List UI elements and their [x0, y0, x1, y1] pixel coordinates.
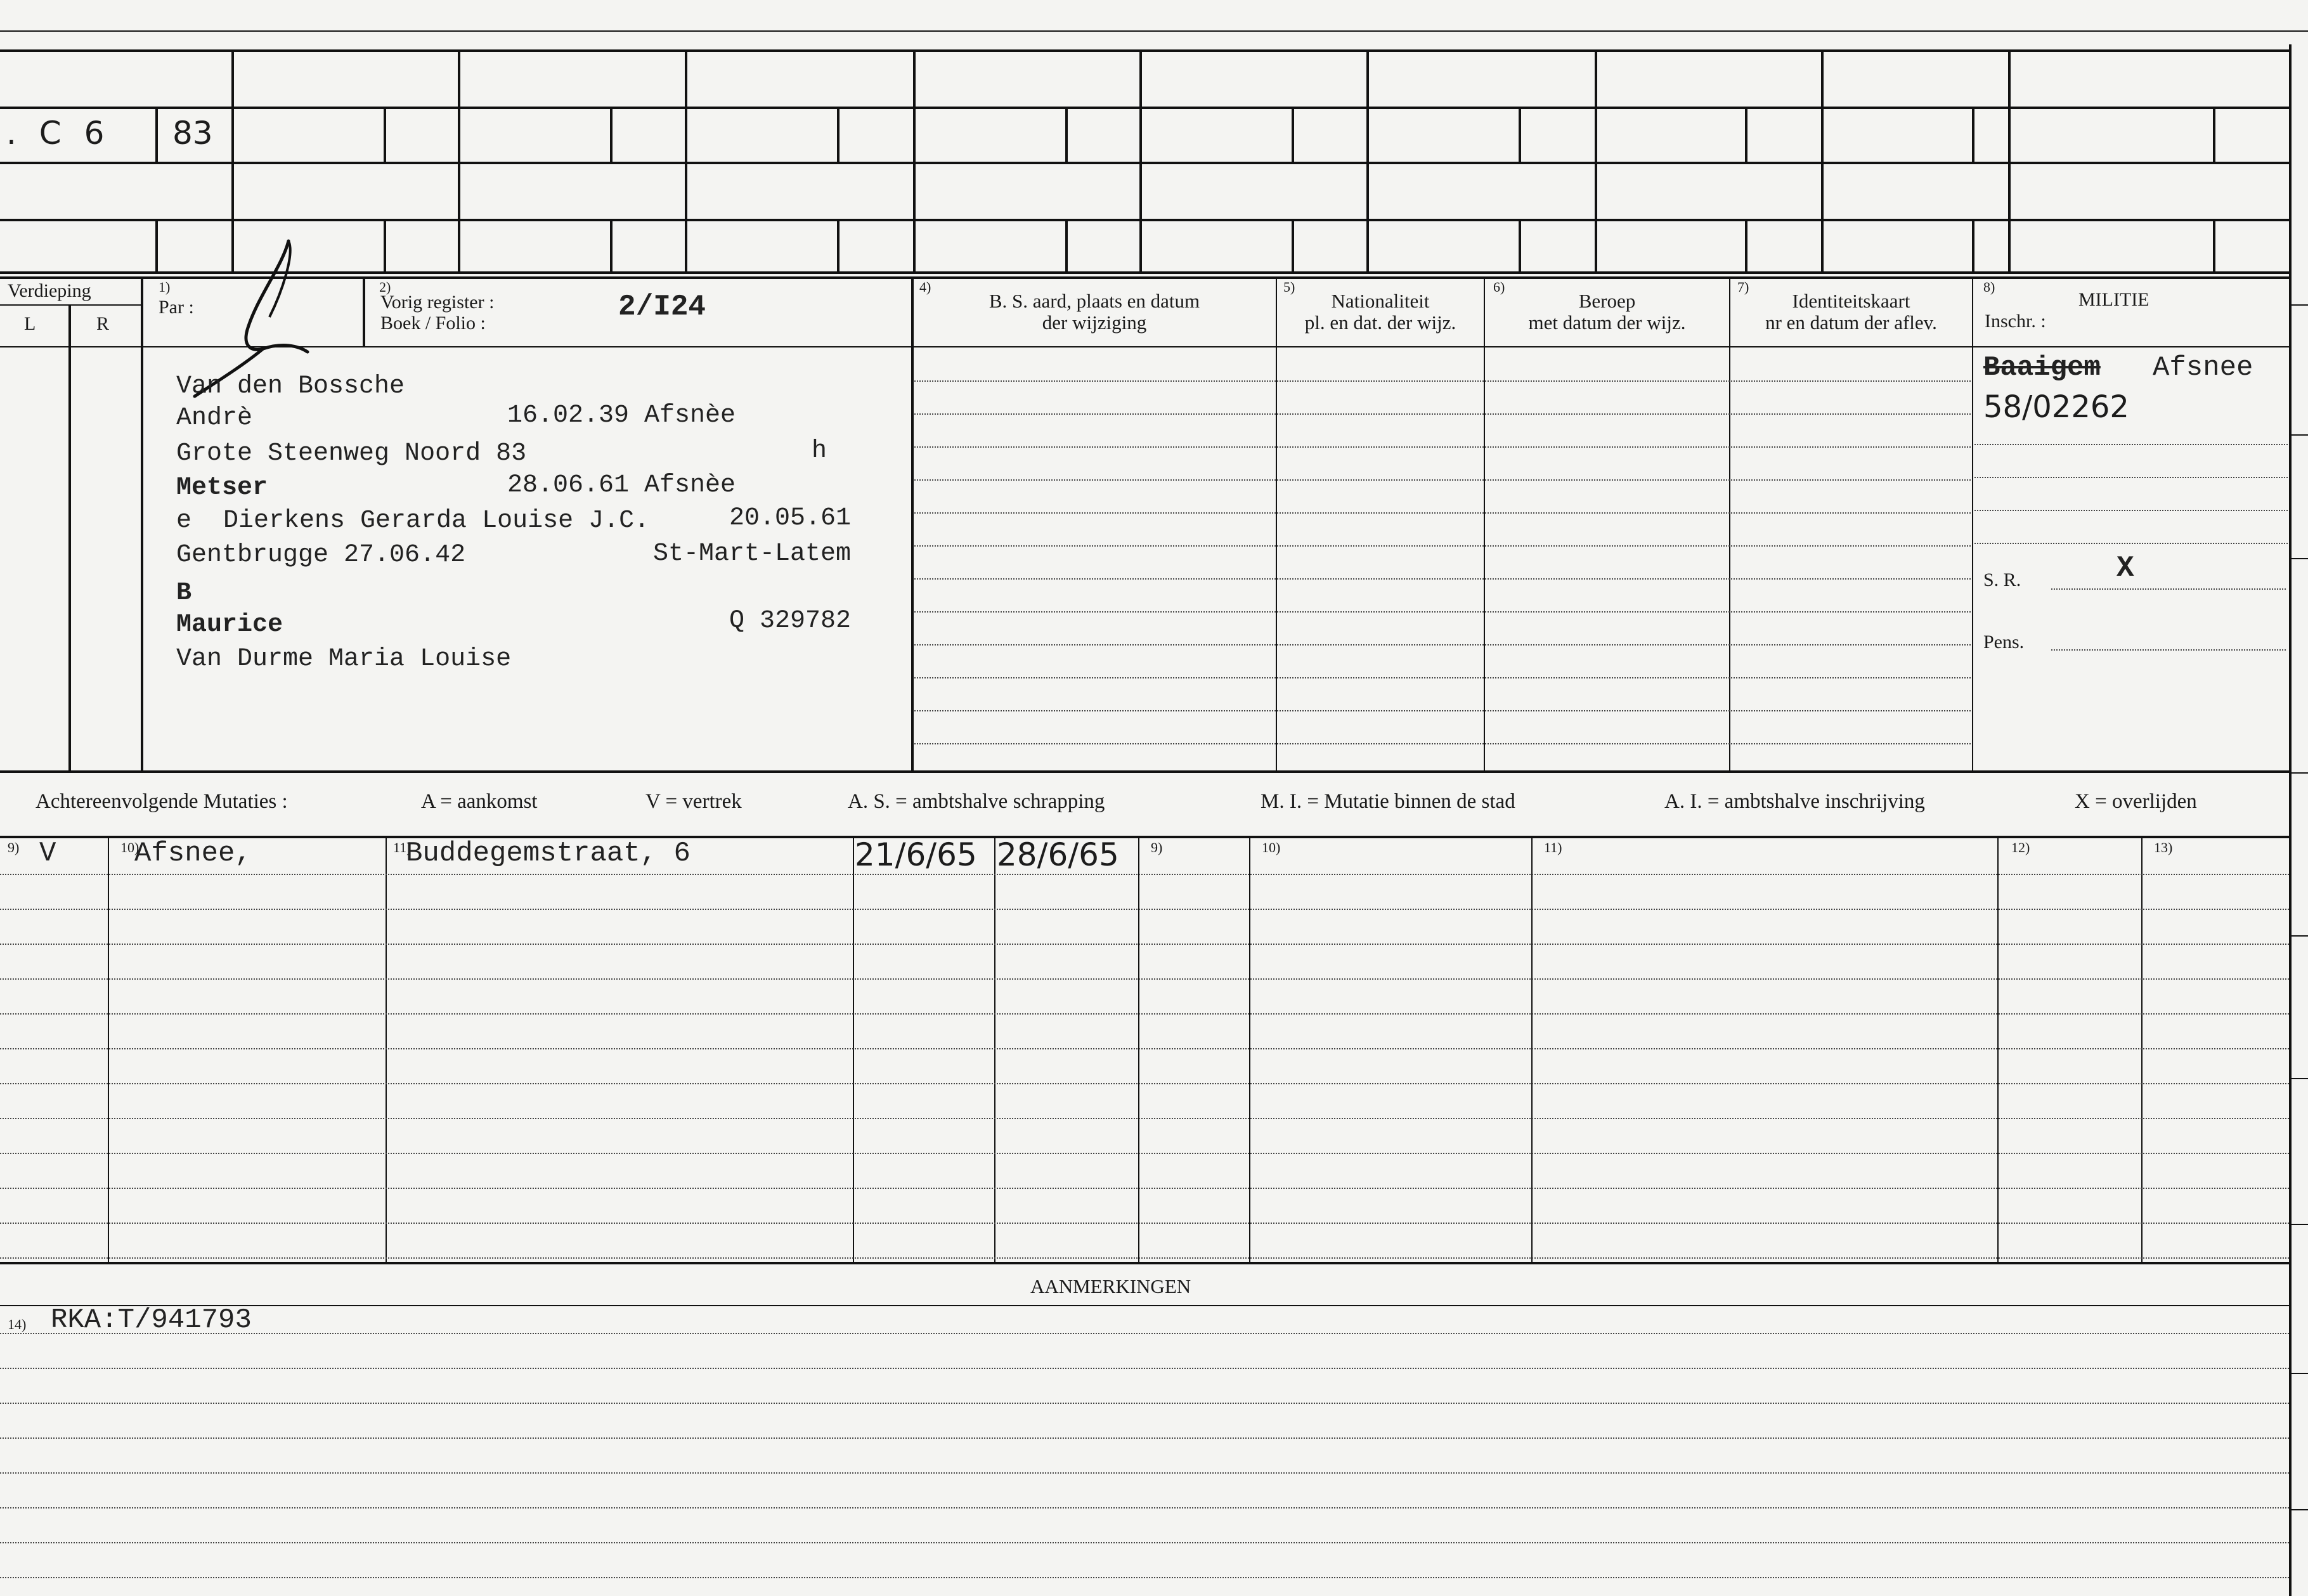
grid-col-8 [1821, 49, 1824, 271]
person-surname: Van den Bossche [176, 372, 405, 401]
dotted-rule [914, 446, 1971, 448]
grid-tick [1065, 219, 1068, 271]
mut-num-1: 9) [8, 840, 20, 855]
beroep-header-2: met datum der wijz. [1528, 311, 1686, 334]
grid-tick [1292, 107, 1294, 162]
dotted-rule [914, 545, 1971, 547]
spouse-place: St-Mart-Latem [653, 540, 852, 568]
id-num: 7) [1737, 279, 1749, 295]
bs-num: 4) [919, 279, 931, 295]
grid-tick [1519, 219, 1521, 271]
dotted-rule [0, 1507, 2289, 1508]
beroep-header-1: Beroep [1578, 290, 1636, 312]
grid-top-line [0, 49, 2290, 52]
person-firstname: Andrè [176, 404, 253, 432]
grid-tick [610, 219, 613, 271]
militie-number: 58/02262 [1983, 389, 2129, 425]
grid-tick [1745, 107, 1747, 162]
col-verdieping-r [141, 276, 143, 770]
margin-tick [2290, 772, 2308, 774]
pens-dots [2051, 649, 2286, 651]
grid-tick [2213, 219, 2215, 271]
col-par [363, 276, 365, 346]
person-id-number: Q 329782 [729, 607, 852, 635]
spouse-birth: Gentbrugge 27.06.42 [176, 541, 466, 569]
militie-label: MILITIE [2078, 289, 2149, 310]
dotted-rule [1974, 510, 2288, 511]
dotted-rule [0, 1257, 2289, 1259]
dotted-rule [0, 1368, 2289, 1369]
person-father: Maurice [176, 611, 283, 639]
mut-num-2: 10) [120, 840, 139, 855]
person-nationality: B [176, 579, 192, 607]
mut-num-3: 11) [393, 840, 412, 855]
verdieping-label: Verdieping [8, 280, 91, 301]
aanmerkingen-line [0, 1305, 2290, 1306]
pens-label: Pens. [1983, 632, 2025, 652]
dotted-rule [0, 1188, 2289, 1189]
col-militie [1972, 276, 1973, 770]
dotted-rule [0, 1542, 2289, 1543]
grid-tick [837, 219, 840, 271]
grid-col-7 [1595, 49, 1597, 271]
mut-num-8: 13) [2154, 840, 2173, 855]
grid-line-5 [0, 271, 2290, 274]
col-id [1729, 276, 1730, 770]
grid-tick [1972, 219, 1974, 271]
grid-tick [1745, 219, 1747, 271]
top-edge [0, 30, 2308, 32]
verdieping-split [0, 304, 141, 306]
vorig-register-label: Vorig register : [380, 292, 495, 313]
legend-v: V = vertrek [645, 790, 742, 813]
dotted-rule [0, 1083, 2289, 1084]
aanmerkingen-text: RKA:T/941793 [51, 1304, 252, 1336]
mut-date-1: 21/6/65 [855, 836, 977, 873]
col-verdieping-l [68, 304, 71, 770]
margin-tick [2290, 1509, 2308, 1510]
legend-mi: M. I. = Mutatie binnen de stad [1261, 790, 1515, 813]
dotted-rule [0, 1437, 2289, 1439]
aanmerkingen-title: AANMERKINGEN [1030, 1275, 1191, 1297]
dotted-rule [0, 909, 2289, 910]
person-birth: 16.02.39 Afsnèe [507, 401, 736, 430]
mutaties-bottom [0, 1262, 2290, 1264]
margin-tick [2290, 434, 2308, 436]
margin-tick [2290, 935, 2308, 937]
person-mother: Van Durme Maria Louise [176, 645, 512, 673]
dotted-rule [0, 1577, 2289, 1578]
code-83: 83 [172, 115, 213, 152]
sr-label: S. R. [1983, 569, 2021, 590]
dotted-rule [1974, 477, 2288, 478]
person-spouse: Dierkens Gerarda Louise J.C. [223, 507, 650, 535]
nat-header-1: Nationaliteit [1331, 290, 1430, 312]
bs-header-2: der wijziging [1042, 311, 1147, 334]
code-c6: . C 6 [6, 115, 111, 152]
section-bottom [0, 770, 2290, 773]
dotted-rule [0, 1223, 2289, 1224]
beroep-num: 6) [1493, 279, 1505, 295]
dotted-rule [914, 578, 1971, 580]
id-header-2: nr en datum der aflev. [1765, 311, 1937, 334]
margin-tick [2290, 1373, 2308, 1374]
inschr-label: Inschr. : [1985, 311, 2046, 332]
grid-tick [155, 107, 158, 162]
margin-tick [2290, 1078, 2308, 1079]
grid-tick [2213, 107, 2215, 162]
mut-num-5: 10) [1262, 840, 1281, 855]
mut-street: Buddegemstraat, 6 [406, 838, 690, 869]
dotted-rule [914, 710, 1971, 711]
dotted-rule [0, 978, 2289, 980]
sr-value: X [2117, 552, 2134, 585]
militie-place: Afsnee [2153, 352, 2253, 384]
dotted-rule [914, 512, 1971, 514]
dotted-rule [0, 1153, 2289, 1154]
grid-tick [1972, 107, 1974, 162]
dotted-rule [0, 1403, 2289, 1404]
aanmerkingen-num: 14) [8, 1316, 27, 1332]
militie-num: 8) [1983, 279, 1995, 295]
grid-col-9 [2008, 49, 2011, 271]
mut-type: V [39, 838, 56, 869]
grid-col-5 [1139, 49, 1142, 271]
col-nat [1276, 276, 1277, 770]
nat-num: 5) [1283, 279, 1295, 295]
legend-as: A. S. = ambtshalve schrapping [848, 790, 1105, 813]
grid-tick [610, 107, 613, 162]
grid-col-6 [1366, 49, 1369, 271]
bs-header-1: B. S. aard, plaats en datum [989, 290, 1200, 312]
dotted-rule [1974, 543, 2288, 544]
register-value: 2/I24 [618, 290, 706, 323]
dotted-rule [914, 380, 1971, 382]
margin-tick [2290, 558, 2308, 559]
dotted-rule [914, 611, 1971, 613]
grid-tick [384, 107, 386, 162]
nat-header-2: pl. en dat. der wijz. [1304, 311, 1456, 334]
militie-place-struck: Baaigem [1983, 352, 2101, 384]
person-address: Grote Steenweg Noord 83 [176, 439, 527, 468]
mut-date-2: 28/6/65 [997, 836, 1119, 873]
header-bottom [0, 346, 2290, 347]
par-num: 1) [159, 279, 171, 295]
dotted-rule [914, 743, 1971, 744]
grid-line-3 [0, 162, 2290, 164]
legend-ai: A. I. = ambtshalve inschrijving [1664, 790, 1925, 813]
section-top [0, 276, 2290, 279]
mut-municipality: Afsnee, [134, 838, 252, 869]
mutaties-top [0, 836, 2290, 838]
id-header-1: Identiteitskaart [1792, 290, 1910, 312]
col-name-end [911, 276, 914, 770]
grid-col-4 [913, 49, 916, 271]
dotted-rule [914, 677, 1971, 678]
grid-tick [1292, 219, 1294, 271]
boek-folio-label: Boek / Folio : [380, 313, 486, 334]
dotted-rule [0, 1118, 2289, 1119]
person-address-mark: h [812, 437, 827, 465]
legend-x: X = overlijden [2075, 790, 2197, 813]
dotted-rule [1974, 444, 2288, 445]
spouse-prefix: e [176, 507, 192, 535]
grid-col-3 [685, 49, 687, 271]
grid-tick [384, 219, 386, 271]
dotted-rule [0, 1048, 2289, 1049]
grid-line-4 [0, 219, 2290, 221]
mut-num-7: 12) [2011, 840, 2030, 855]
dotted-rule [0, 1472, 2289, 1474]
margin-tick [2290, 304, 2308, 306]
mut-num-4: 9) [1151, 840, 1163, 855]
dotted-rule [914, 413, 1971, 415]
grid-tick [155, 219, 158, 271]
par-label: Par : [159, 297, 194, 318]
dotted-rule [0, 944, 2289, 945]
person-marriage: 28.06.61 Afsnèe [507, 471, 736, 500]
sr-dots [2051, 588, 2286, 590]
col-l-label: L [24, 313, 36, 334]
mutaties-title: Achtereenvolgende Mutaties : [36, 790, 288, 813]
dotted-rule [0, 1013, 2289, 1015]
col-beroep [1484, 276, 1485, 770]
dotted-rule [914, 479, 1971, 481]
person-spouse-date: 20.05.61 [729, 504, 852, 533]
grid-line-2 [0, 107, 2290, 109]
legend-a: A = aankomst [421, 790, 538, 813]
grid-tick [837, 107, 840, 162]
col-r-label: R [96, 313, 110, 334]
person-occupation: Metser [176, 474, 268, 502]
grid-tick [1065, 107, 1068, 162]
dotted-rule [0, 1333, 2289, 1334]
dotted-rule [0, 874, 2289, 875]
dotted-rule [914, 644, 1971, 646]
margin-tick [2290, 1224, 2308, 1225]
vorig-num: 2) [379, 279, 391, 295]
mut-num-6: 11) [1544, 840, 1562, 855]
grid-col-2 [458, 49, 460, 271]
grid-tick [1519, 107, 1521, 162]
